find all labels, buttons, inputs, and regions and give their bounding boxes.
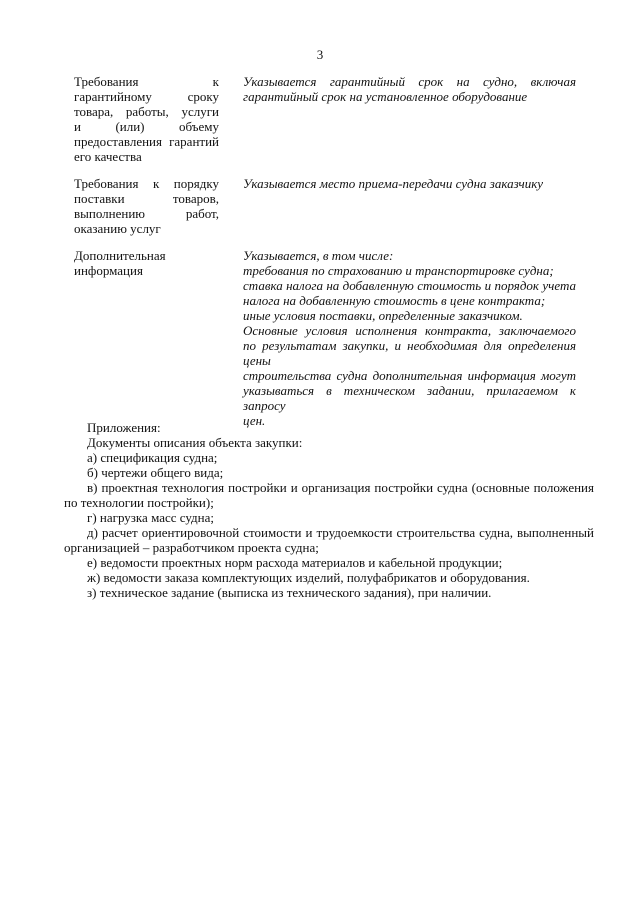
attachment-item: з) техническое задание (выписка из технического задания), при наличии.: [87, 585, 492, 600]
row-3-value-line: указываться в техническом задании, прилагаемом к запросу: [243, 383, 576, 413]
row-3-value-line: Указывается, в том числе:: [243, 248, 394, 263]
row-3-label-line: Дополнительная: [74, 248, 166, 263]
row-3-value-line: Основные условия исполнения контракта, заключаемого: [243, 323, 576, 338]
attachment-item: а) спецификация судна;: [87, 450, 218, 465]
attachments-section: [64, 420, 594, 600]
row-2-value-line: Указывается место приема-передачи судна заказчику: [243, 176, 544, 191]
row-2-value: [243, 176, 576, 191]
row-3-value-line: налога на добавленную стоимость в цене контракта;: [243, 293, 546, 308]
row-2-label-line: поставки товаров,: [74, 191, 219, 206]
attachment-item: ж) ведомости заказа комплектующих изделий, полуфабрикатов и оборудования.: [87, 570, 530, 585]
row-3-value-line: ставка налога на добавленную стоимость и порядок учета: [243, 278, 576, 293]
row-1-label-line: и (или) объему: [74, 119, 219, 134]
row-2-label-line: Требования к порядку: [74, 176, 219, 191]
row-1-label-line: Требования к: [74, 74, 219, 89]
row-3-value-line: цен.: [243, 413, 266, 428]
row-1-label-line: гарантийному сроку: [74, 89, 219, 104]
attachment-item: е) ведомости проектных норм расхода материалов и кабельной продукции;: [87, 555, 503, 570]
row-1-label: [74, 74, 219, 164]
row-2-label-line: выполнению работ,: [74, 206, 219, 221]
row-1-value-line: Указывается гарантийный срок на судно, включая: [243, 74, 576, 89]
row-1-label-line: его качества: [74, 149, 142, 164]
attachment-item: б) чертежи общего вида;: [87, 465, 224, 480]
attachments-intro: Документы описания объекта закупки:: [87, 435, 303, 450]
row-2-label-line: оказанию услуг: [74, 221, 161, 236]
row-1-value: [243, 74, 576, 104]
attachment-item: д) расчет ориентировочной стоимости и трудоемкости строительства судна, выполненный организацией – разработчиком проекта судна;: [64, 525, 594, 555]
row-1-label-line: предоставления гарантий: [74, 134, 219, 149]
row-3-label-line: информация: [74, 263, 143, 278]
row-3-value-line: по результатам закупки, и необходимая для определения цены: [243, 338, 576, 368]
page-number: 3: [316, 47, 324, 62]
row-3-label: [74, 248, 219, 278]
attachment-item: г) нагрузка масс судна;: [87, 510, 215, 525]
attachments-title: Приложения:: [87, 420, 161, 435]
attachment-item: в) проектная технология постройки и организация постройки судна (основные положения по технологии постройки);: [64, 480, 594, 510]
row-2-label: [74, 176, 219, 236]
row-3-value-line: требования по страхованию и транспортировке судна;: [243, 263, 554, 278]
row-3-value: [243, 248, 576, 428]
row-1-label-line: товара, работы, услуги: [74, 104, 219, 119]
row-3-value-line: иные условия поставки, определенные заказчиком.: [243, 308, 523, 323]
row-3-value-line: строительства судна дополнительная информация могут: [243, 368, 576, 383]
row-1-value-line: гарантийный срок на установленное оборудование: [243, 89, 528, 104]
